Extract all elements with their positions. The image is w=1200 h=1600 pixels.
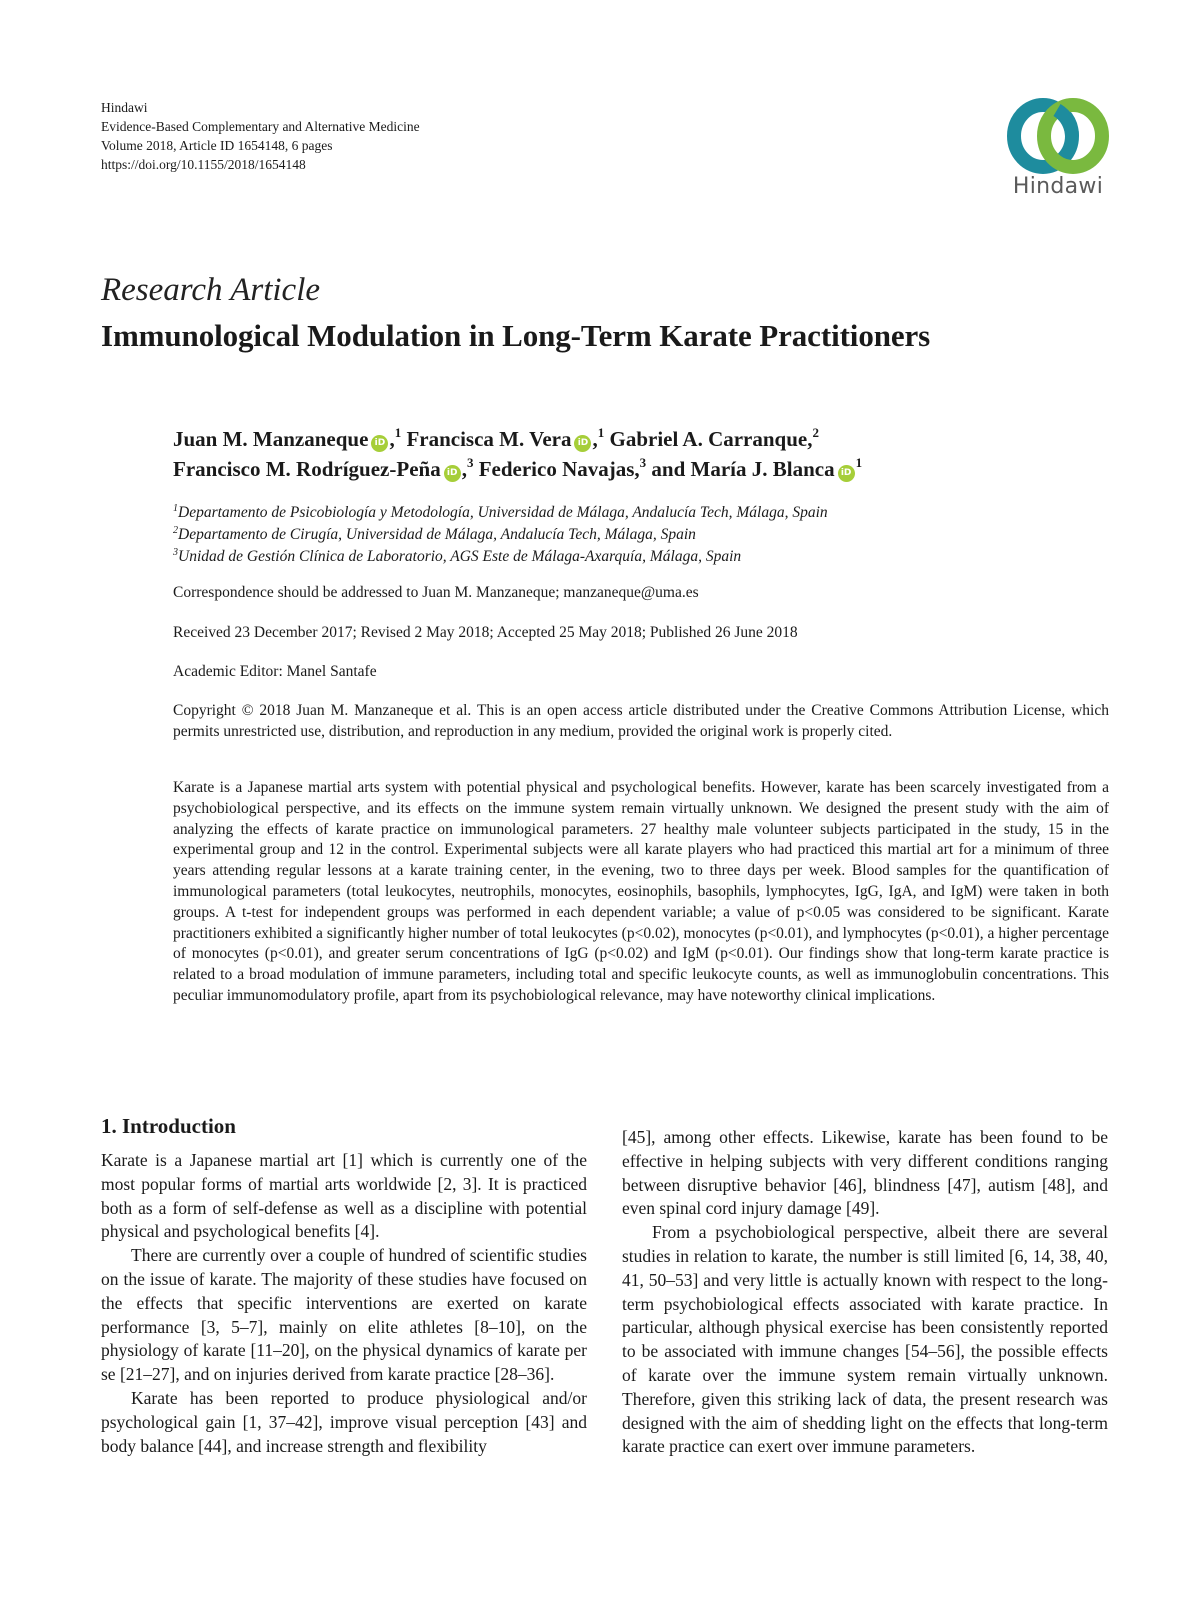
affiliation-text: Unidad de Gestión Clínica de Laboratorio, AGS Este de Málaga-Axarquía, Málaga, Spain [178, 548, 742, 565]
orcid-icon[interactable]: iD [371, 435, 388, 452]
paragraph: There are currently over a couple of hundred of scientific studies on the issue of karate. The majority of these studies have focused on the effects that specific interventions are exerted on karate performance [3, 5–7], mainly on elite athletes [8–10], on the physiology of karate [11–20], on the physical dynamics of karate per se [21–27], and on injuries derived from karate practice [28–36]. [101, 1245, 587, 1385]
affiliation-number: 2 [173, 525, 178, 536]
author-name: Federico Navajas, [473, 457, 640, 481]
affiliation-number: 1 [173, 503, 178, 514]
author-line-1 [173, 424, 862, 454]
body-column-left [101, 1149, 587, 1458]
affiliations [173, 502, 828, 568]
author-line-2 [173, 454, 862, 484]
correspondence: Correspondence should be addressed to Juan M. Manzaneque; manzaneque@uma.es [173, 584, 699, 601]
publication-dates: Received 23 December 2017; Revised 2 May 2018; Accepted 25 May 2018; Published 26 June 2018 [173, 624, 798, 641]
author-name: Gabriel A. Carranque, [604, 427, 813, 451]
abstract: Karate is a Japanese martial arts system with potential physical and psychological benefits. However, karate has been scarcely investigated from a psychobiological perspective, and its effects on the immune system remain virtually unknown. We designed the present study with the aim of analyzing the effects of karate practice on immunological parameters. 27 healthy male volunteer subjects participated in the study, 15 in the experimental group and 12 in the control. Experimental subjects were all karate players who had practiced this martial art for a minimum of three years attending regular lessons at a karate training center, in the evening, two to three days per week. Blood samples for the quantification of immunological parameters (total leukocytes, neutrophils, monocytes, eosinophils, basophils, lymphocytes, IgG, IgA, and IgM) were taken in both groups. A t-test for independent groups was performed in each dependent variable; a value of p<0.05 was considered to be significant. Karate practitioners exhibited a significantly higher number of total leukocytes (p<0.02), monocytes (p<0.01), and lymphocytes (p<0.01), a higher percentage of monocytes (p<0.01), and greater serum concentrations of IgG (p<0.02) and IgM (p<0.01). Our findings show that long-term karate practice is related to a broad modulation of immune parameters, including total and specific leukocyte counts, as well as immunoglobulin concentrations. This peculiar immunomodulatory profile, apart from its psychobiological relevance, may have noteworthy clinical implications. [173, 779, 1109, 1004]
body-column-right [622, 1126, 1108, 1459]
affiliation-marker: 1 [597, 425, 605, 440]
orcid-icon[interactable]: iD [838, 465, 855, 482]
author-separator: , [389, 427, 395, 451]
affiliation-marker: 3 [466, 455, 474, 470]
orcid-icon[interactable]: iD [574, 435, 591, 452]
author-name: Francisco M. Rodríguez-Peña [173, 457, 441, 481]
author-name: and María J. Blanca [646, 457, 835, 481]
orcid-icon[interactable]: iD [444, 465, 461, 482]
affiliation-marker: 3 [639, 455, 647, 470]
affiliation-text: Departamento de Cirugía, Universidad de Málaga, Andalucía Tech, Málaga, Spain [178, 526, 696, 543]
author-name: Juan M. Manzaneque [173, 427, 369, 451]
affiliation-marker: 2 [812, 425, 819, 440]
author-separator: , [592, 427, 598, 451]
affiliation-marker: 1 [394, 425, 402, 440]
affiliation-marker: 1 [855, 455, 863, 470]
affiliation-item [173, 546, 828, 568]
publisher-name: Hindawi [101, 100, 148, 115]
paragraph: Karate is a Japanese martial art [1] which is currently one of the most popular forms of martial arts worldwide [2, 3]. It is practiced both as a form of self-defense as well as a discipline with potential physical and psychological benefits [4]. [101, 1150, 587, 1242]
doi-link[interactable]: https://doi.org/10.1155/2018/1654148 [101, 157, 306, 172]
hindawi-logo-icon [1003, 98, 1113, 176]
paragraph: [45], among other effects. Likewise, karate has been found to be effective in helping subjects with very different conditions ranging between disruptive behavior [46], blindness [47], autism [48], and even spinal cord injury damage [49]. [622, 1127, 1108, 1219]
logo-wordmark: Hindawi [1012, 174, 1104, 199]
affiliation-item [173, 502, 828, 524]
affiliation-item [173, 524, 828, 546]
journal-meta [101, 98, 420, 174]
paragraph: From a psychobiological perspective, albeit there are several studies in relation to karate, the number is still limited [6, 14, 38, 40, 41, 50–53] and very little is actually known with respect to the long-term psychobiological effects associated with karate practice. In particular, although physical exercise has been consistently reported to be associated with immune changes [54–56], the possible effects of karate over the immune system remain virtually unknown. Therefore, given this striking lack of data, the present research was designed with the aim of shedding light on the effects that long-term karate practice can exert over immune parameters. [622, 1222, 1108, 1457]
academic-editor: Academic Editor: Manel Santafe [173, 663, 377, 680]
author-separator: , [461, 457, 467, 481]
volume-info: Volume 2018, Article ID 1654148, 6 pages [101, 138, 333, 153]
author-name: Francisca M. Vera [401, 427, 572, 451]
author-list [173, 424, 862, 484]
affiliation-text: Departamento de Psicobiología y Metodología, Universidad de Málaga, Andalucía Tech, Málaga, Spain [178, 504, 828, 521]
article-title: Immunological Modulation in Long-Term Karate Practitioners [101, 318, 931, 353]
copyright-notice: Copyright © 2018 Juan M. Manzaneque et al. This is an open access article distributed under the Creative Commons Attribution License, which permits unrestricted use, distribution, and reproduction in any medium, provided the original work is properly cited. [173, 702, 1109, 740]
section-heading-introduction: 1. Introduction [101, 1114, 236, 1138]
paragraph: Karate has been reported to produce physiological and/or psychological gain [1, 37–42], improve visual perception [43] and body balance [44], and increase strength and flexibility [101, 1387, 587, 1456]
journal-name: Evidence-Based Complementary and Alternative Medicine [101, 119, 420, 134]
hindawi-logo [1003, 98, 1113, 203]
affiliation-number: 3 [173, 547, 178, 558]
article-type: Research Article [101, 272, 321, 308]
